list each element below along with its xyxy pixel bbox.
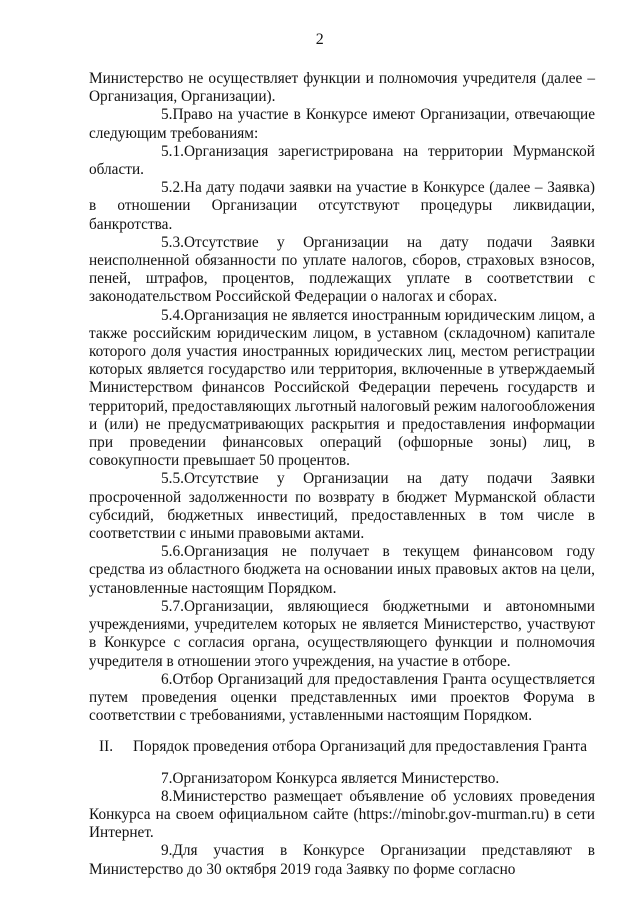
paragraph-text: Отсутствие у Организации на дату подачи Заявки просроченной задолженности по возврату в бюджет Мурманской области субсидий, бюджетных инвестиций, предоставленных в том числе в соответствии с иными правовыми актами. [89, 470, 595, 543]
section-title: Порядок проведения отбора Организаций для предоставления Гранта [133, 738, 588, 756]
paragraph-number: 7. [161, 769, 173, 787]
paragraph-9 [89, 842, 595, 878]
paragraph-5 [89, 106, 595, 142]
paragraph-7 [89, 770, 595, 788]
paragraph-text: На дату подачи заявки на участие в Конкурсе (далее – Заявка) в отношении Организации отсутствуют процедуры ликвидации, банкротства. [89, 179, 595, 233]
paragraph-5-7 [89, 598, 595, 671]
paragraph-5-2 [89, 179, 595, 234]
paragraph-6 [89, 671, 595, 726]
paragraph-text: Организатором Конкурса является Министерство. [172, 769, 500, 787]
paragraph-number: 5. [161, 106, 173, 124]
paragraph-5-4 [89, 307, 595, 471]
paragraph-number: 5.5. [161, 470, 184, 488]
paragraph-number: 5.2. [161, 179, 184, 197]
paragraph-number: 8. [161, 787, 173, 805]
paragraph-8 [89, 788, 595, 843]
paragraph-number: 5.4. [161, 306, 184, 324]
paragraph-number: 5.6. [161, 543, 184, 561]
paragraph-text: Право на участие в Конкурсе имеют Организации, отвечающие следующим требованиям: [89, 106, 595, 142]
paragraph-number: 6. [161, 670, 173, 688]
section-number: II. [99, 738, 114, 756]
paragraph-5-1 [89, 143, 595, 179]
paragraph-text: Министерство размещает объявление об условиях проведения Конкурса на своем официальном сайте (https://minobr.gov-murman.ru) в сети Интернет. [89, 787, 595, 842]
paragraph-number: 9. [161, 842, 173, 860]
paragraph-text: Отсутствие у Организации на дату подачи Заявки неисполненной обязанности по уплате налогов, сборов, страховых взносов, пеней, штрафов, процентов, подлежащих уплате в соответствии с законодательством Российской Федерации о налогах и сборах. [89, 233, 595, 306]
paragraph-number: 5.3. [161, 233, 184, 251]
document-body [89, 70, 595, 879]
paragraph-text: Организация не является иностранным юридическим лицом, а также российским юридическим лицом, в уставном (складочном) капитале которого доля участия иностранных юридических лиц, местом регистрации которых является государство или территория, включенные в утверждаемый Министерством финансов Российской Федерации перечень государств и территорий, предоставляющих льготный налоговый режим налогообложения и (или) не предусматривающих раскрытия и предоставления информации при проведении финансовых операций (офшорные зоны) лиц, в совокупности превышает 50 процентов. [89, 306, 595, 470]
paragraph-text: Организация не получает в текущем финансовом году средства из областного бюджета на основании иных правовых актов на цели, установленные настоящим Порядком. [89, 543, 595, 597]
paragraph-text: Организации, являющиеся бюджетными и автономными учреждениями, учредителем которых не является Министерство, участвуют в Конкурсе с согласия органа, осуществляющего функции и полномочия учредителя в отношении этого учреждения, на участие в отборе. [89, 597, 595, 670]
paragraph-text: Отбор Организаций для предоставления Гранта осуществляется путем проведения оценки представленных ими проектов Форума в соответствии с требованиями, уставленными настоящим Порядком. [89, 670, 595, 725]
paragraph-5-5 [89, 470, 595, 543]
page-number: 2 [315, 31, 325, 48]
paragraph-text: Организация зарегистрирована на территории Мурманской области. [89, 142, 595, 179]
paragraph-number: 5.7. [161, 597, 184, 615]
paragraph-text: Для участия в Конкурсе Организации представляют в Министерство до 30 октября 2019 года Заявку по форме согласно [89, 842, 595, 878]
paragraph-5-3 [89, 234, 595, 307]
paragraph-number: 5.1. [161, 142, 184, 160]
paragraph-5-6 [89, 543, 595, 598]
paragraph-intro: Министерство не осуществляет функции и полномочия учредителя (далее – Организация, Организации). [89, 70, 595, 106]
section-heading-2 [89, 738, 595, 756]
